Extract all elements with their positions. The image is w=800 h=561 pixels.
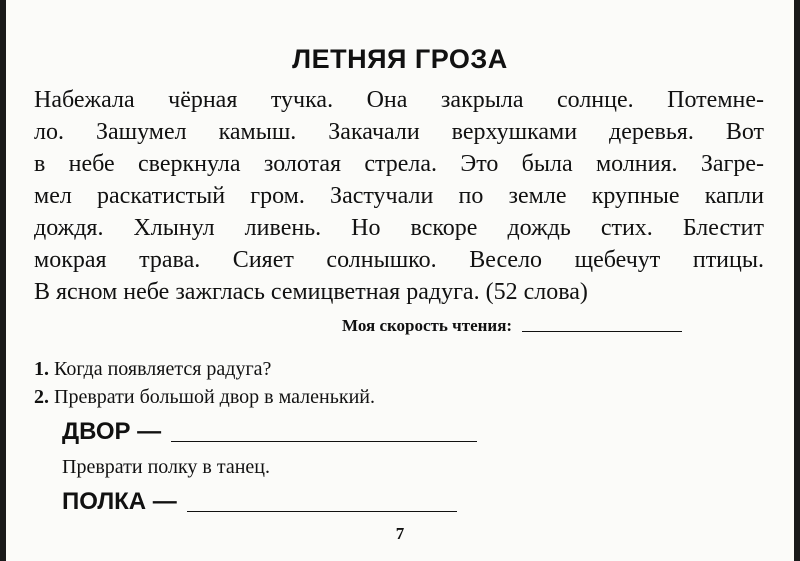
task-2-word: ПОЛКА — xyxy=(62,488,177,515)
reading-speed-answer-line[interactable] xyxy=(522,330,682,332)
question-text: Когда появляется радуга? xyxy=(54,358,272,380)
page-title: ЛЕТНЯЯ ГРОЗА xyxy=(292,44,508,74)
question-2 xyxy=(34,386,375,409)
reading-speed-label: Моя скорость чтения: xyxy=(342,316,513,335)
question-number: 2. xyxy=(34,386,49,408)
passage-line: дождя. Хлынул ливень. Но вскоре дождь стих. Блестит xyxy=(34,215,764,241)
reading-speed-row xyxy=(342,316,682,336)
passage-line: ло. Зашумел камыш. Закачали верхушками деревья. Вот xyxy=(34,119,764,145)
passage-line: В ясном небе зажглась семицветная радуга. (52 слова) xyxy=(34,279,588,305)
passage-line: Набежала чёрная тучка. Она закрыла солнце. Потемне- xyxy=(34,87,764,113)
task-1-row xyxy=(62,418,477,446)
task-2-instruction: Преврати полку в танец. xyxy=(62,456,271,478)
question-number: 1. xyxy=(34,358,49,380)
passage-line: мел раскатистый гром. Застучали по земле крупные капли xyxy=(34,183,764,209)
question-1 xyxy=(34,358,271,381)
question-text: Преврати большой двор в маленький. xyxy=(54,386,375,408)
passage-line: мокрая трава. Сияет солнышко. Весело щебечут птицы. xyxy=(34,247,764,273)
task-1-answer-line[interactable] xyxy=(171,440,477,442)
worksheet-page xyxy=(6,0,794,561)
reading-passage xyxy=(34,84,764,308)
task-2-row xyxy=(62,488,457,516)
page-number: 7 xyxy=(395,524,405,543)
task-1-word: ДВОР — xyxy=(62,418,162,445)
passage-line: в небе сверкнула золотая стрела. Это была молния. Загре- xyxy=(34,151,764,177)
task-2-answer-line[interactable] xyxy=(187,510,457,512)
